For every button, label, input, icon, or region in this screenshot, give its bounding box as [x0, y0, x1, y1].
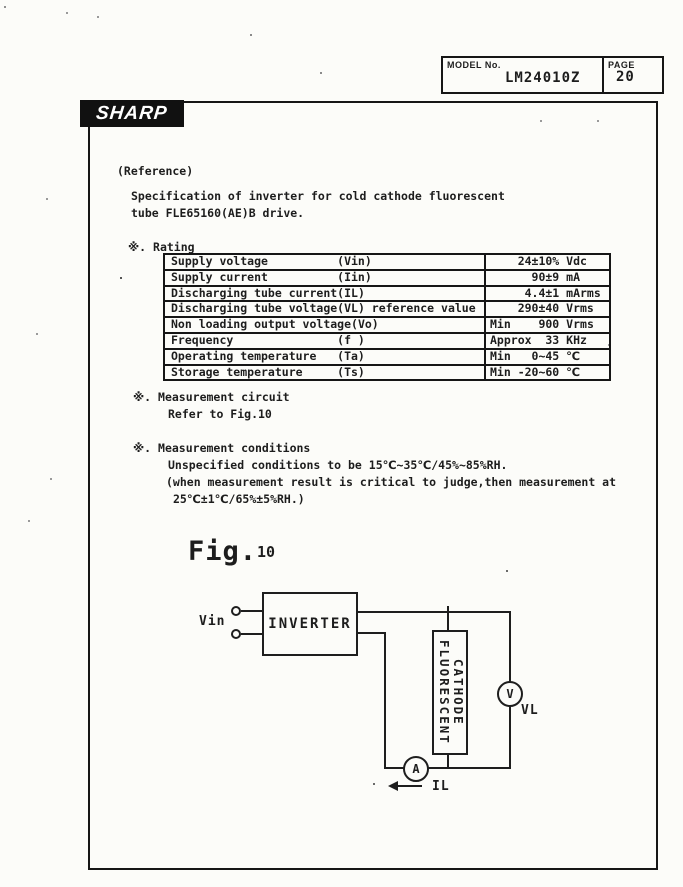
wire-bottom-rail — [426, 767, 511, 769]
param-cell — [165, 287, 486, 301]
header-title-block — [441, 56, 664, 94]
measurement-conditions-heading: ※. Measurement conditions — [133, 441, 311, 455]
wire-input-top — [241, 610, 262, 612]
spec-line-2: tube FLE65160(AE)B drive. — [131, 206, 305, 220]
param-unit: ℃ — [566, 365, 581, 379]
current-arrow-head — [388, 781, 398, 791]
value-cell — [486, 318, 609, 332]
page-cell — [604, 58, 662, 92]
wire-tube-top-stub — [447, 606, 449, 630]
param-name: Non loading output voltage — [171, 318, 352, 332]
table-row — [165, 269, 609, 285]
inverter-box — [262, 592, 358, 656]
table-row — [165, 332, 609, 348]
conditions-line-1: Unspecified conditions to be 15℃~35℃/45%~85%RH. — [168, 458, 508, 472]
wire-input-bottom — [241, 633, 262, 635]
page-label: PAGE — [608, 60, 635, 70]
vin-label: Vin — [199, 614, 226, 629]
value-cell — [486, 334, 609, 348]
wire-output-bottom — [356, 632, 386, 634]
conditions-line-2: (when measurement result is critical to judge,then measurement at — [166, 475, 617, 489]
table-row — [165, 300, 609, 316]
param-symbol: (Iin) — [337, 270, 372, 284]
param-unit: Vdc — [566, 255, 587, 268]
inverter-label: INVERTER — [268, 616, 352, 632]
input-terminal-top — [231, 606, 241, 616]
il-label: IL — [432, 779, 450, 794]
param-symbol: (IL) — [337, 286, 365, 300]
figure-title-text: Fig. — [188, 536, 258, 567]
input-terminal-bottom — [231, 629, 241, 639]
param-unit: mArms — [566, 286, 601, 300]
rating-table — [163, 253, 611, 381]
page-number: 20 — [616, 69, 635, 85]
param-value: Min 900 — [490, 318, 560, 332]
conditions-line-3: 25℃±1℃/65%±5%RH.) — [173, 492, 305, 506]
table-row — [165, 364, 609, 380]
param-value: 4.4±1 — [524, 286, 560, 300]
measurement-circuit-heading: ※. Measurement circuit — [133, 390, 290, 404]
value-cell — [486, 255, 609, 269]
param-name: Storage temperature — [171, 365, 303, 379]
cathode-fluorescent-tube — [432, 630, 468, 755]
param-symbol: (Vin) — [337, 255, 372, 268]
measurement-circuit-text: Refer to Fig.10 — [168, 407, 272, 421]
value-cell — [486, 366, 609, 380]
figure-number: 10 — [257, 543, 276, 561]
table-row — [165, 316, 609, 332]
param-value: Min -20~60 — [490, 365, 560, 379]
wire-top-rail — [356, 611, 511, 613]
ammeter — [403, 756, 429, 782]
param-unit: ℃ — [566, 349, 581, 363]
param-symbol: (VL) reference value — [337, 302, 476, 316]
table-row — [165, 348, 609, 364]
table-row — [165, 255, 609, 269]
param-symbol: (Ts) — [337, 365, 365, 379]
voltmeter-symbol: V — [506, 687, 514, 701]
param-cell — [165, 350, 486, 364]
sharp-logo — [80, 100, 184, 127]
model-cell — [443, 58, 604, 92]
value-cell — [486, 287, 609, 301]
param-symbol: (f ) — [337, 333, 365, 347]
current-arrow-shaft — [396, 785, 422, 787]
param-name: Discharging tube voltage — [171, 302, 338, 316]
param-name: Discharging tube current — [171, 286, 338, 300]
param-unit: Vrms — [566, 318, 594, 332]
rating-heading: ※. Rating — [128, 240, 195, 254]
spec-line-1: Specification of inverter for cold cathode fluorescent — [131, 189, 505, 203]
value-cell — [486, 302, 609, 316]
ammeter-symbol: A — [412, 762, 420, 776]
param-value: 290±40 — [517, 302, 560, 316]
param-cell — [165, 366, 486, 380]
model-label: MODEL No. — [447, 60, 501, 70]
param-cell — [165, 255, 486, 269]
param-unit: Vrms — [566, 302, 594, 316]
scan-noise-specks — [4, 6, 6, 8]
param-symbol: (Ta) — [337, 349, 365, 363]
param-cell — [165, 271, 486, 285]
table-row — [165, 285, 609, 301]
param-cell — [165, 318, 486, 332]
param-name: Operating temperature — [171, 349, 317, 363]
tube-label-line1: CATHODE — [451, 659, 466, 726]
param-unit: mA — [566, 270, 581, 284]
figure-title — [188, 536, 275, 567]
param-name: Supply current — [171, 270, 268, 284]
reference-heading: (Reference) — [117, 164, 194, 178]
param-name: Supply voltage — [171, 255, 268, 268]
param-cell — [165, 302, 486, 316]
param-value: Min 0~45 — [490, 349, 560, 363]
param-value: Approx 33 — [490, 333, 560, 347]
tube-label-line2: FLUORESCENT — [437, 640, 452, 745]
value-cell — [486, 350, 609, 364]
param-symbol: (Vo) — [351, 318, 379, 332]
voltmeter — [497, 681, 523, 707]
param-value: 90±9 — [531, 270, 560, 284]
param-unit: KHz — [566, 333, 587, 347]
param-name: Frequency — [171, 333, 234, 347]
model-number: LM24010Z — [505, 70, 581, 86]
param-value: 24±10% — [517, 255, 560, 268]
wire-left-drop — [384, 632, 386, 769]
param-cell — [165, 334, 486, 348]
sharp-logo-text: SHARP — [95, 102, 169, 124]
vl-label: VL — [521, 703, 539, 718]
value-cell — [486, 271, 609, 285]
